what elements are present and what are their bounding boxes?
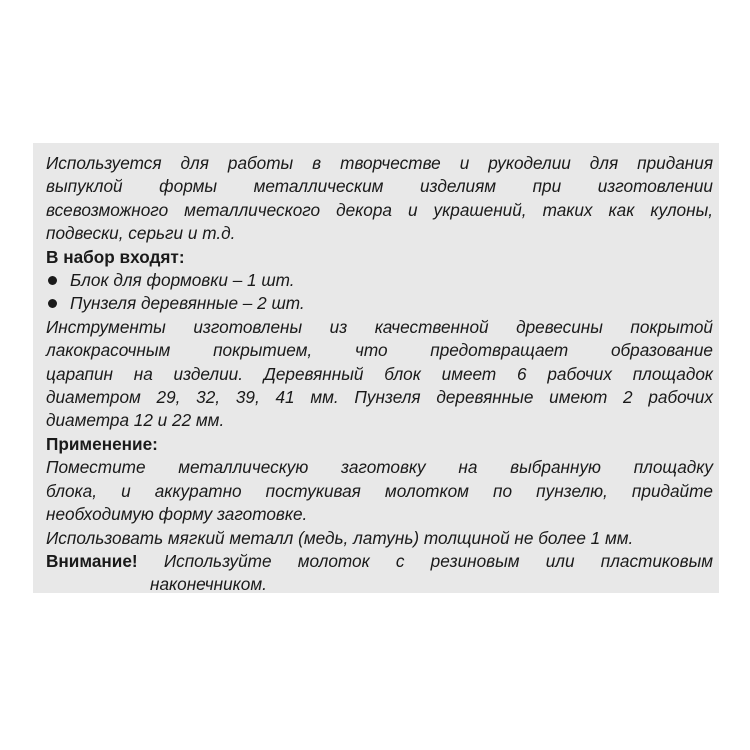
materials-line: Инструменты изготовлены из качественной древесины покрытой — [46, 316, 713, 337]
kit-list — [46, 269, 713, 316]
metal-note-text: Использовать мягкий металл (медь, латунь) толщиной не более 1 мм. — [46, 527, 634, 548]
bullet-icon — [48, 276, 57, 285]
materials-line: царапин на изделии. Деревянный блок имеет 6 рабочих площадок — [46, 363, 713, 384]
usage-line: необходимую форму заготовке. — [46, 504, 308, 525]
intro-line: всевозможного металлического декора и украшений, таких как кулоны, — [46, 199, 713, 220]
metal-note — [46, 527, 713, 550]
kit-item — [46, 292, 713, 315]
intro-paragraph — [46, 152, 713, 246]
instruction-card — [33, 143, 719, 593]
kit-item-text: Блок для формовки – 1 шт. — [70, 270, 295, 291]
kit-heading: В набор входят: — [46, 246, 185, 267]
usage-line: Поместите металлическую заготовку на выбранную площадку — [46, 457, 713, 478]
intro-line: Используется для работы в творчестве и рукоделии для придания — [46, 153, 713, 173]
materials-paragraph — [46, 316, 713, 433]
warning-paragraph — [46, 550, 713, 597]
warning-line — [46, 550, 713, 573]
kit-item-text: Пунзеля деревянные – 2 шт. — [70, 293, 305, 314]
materials-line: диаметром 29, 32, 39, 41 мм. Пунзеля деревянные имеют 2 рабочих — [46, 387, 713, 408]
materials-line: диаметра 12 и 22 мм. — [46, 410, 225, 431]
usage-heading: Применение: — [46, 433, 158, 454]
usage-line: блока, и аккуратно постукивая молотком по пунзелю, придайте — [46, 480, 713, 501]
intro-line: выпуклой формы металлическим изделиям при изготовлении — [46, 176, 713, 197]
warning-label: Внимание! — [46, 550, 138, 571]
kit-item — [46, 269, 713, 292]
materials-line: лакокрасочным покрытием, что предотвращает образование — [46, 340, 713, 361]
warning-line — [46, 573, 713, 596]
bullet-icon — [48, 299, 57, 308]
usage-paragraph — [46, 456, 713, 526]
warning-text: Используйте молоток с резиновым или пластиковым — [163, 550, 713, 571]
warning-text: наконечником. — [150, 574, 267, 595]
intro-line: подвески, серьги и т.д. — [46, 223, 236, 244]
